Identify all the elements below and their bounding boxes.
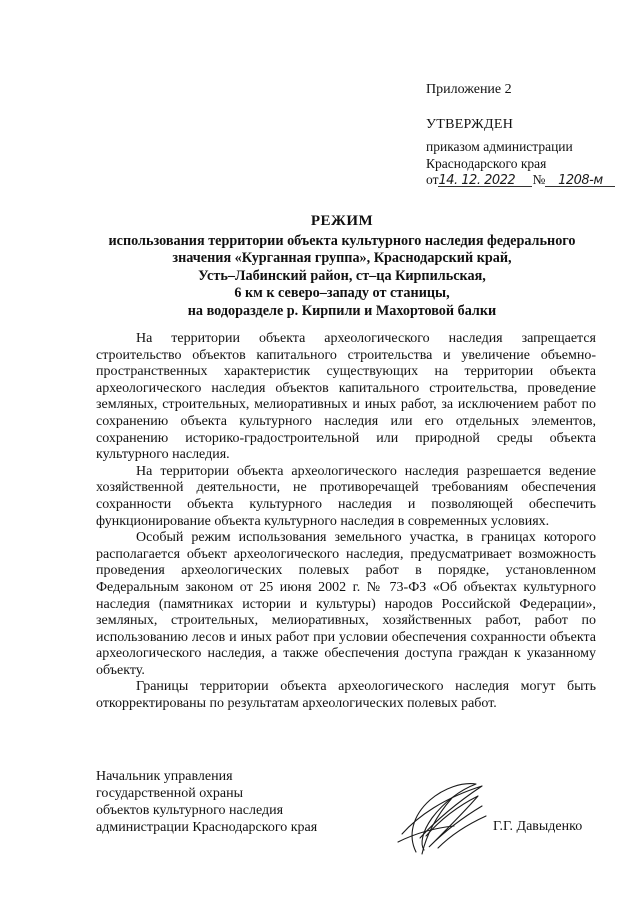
title-line: на водоразделе р. Кирпили и Махортовой балки <box>187 302 497 319</box>
handwritten-number: 1208-м <box>558 173 603 188</box>
title-line: использования территории объекта культурного наследия федерального <box>108 232 576 249</box>
order-date-number-line <box>426 172 626 189</box>
position-line: государственной охраны <box>96 785 244 801</box>
number-field <box>545 172 615 189</box>
title-line: 6 км к северо–западу от станицы, <box>234 285 450 302</box>
order-line-2: Краснодарского края <box>426 156 547 171</box>
paragraph-special-regime: Особый режим использования земельного участка, в границах которого располагается объект археологического наследия, предусматривает возможность проведения археологических полевых работ в порядке, установленном Федеральным законом от 25 июня 2002 г. № 73-ФЗ «Об объектах культурного наследия (памятниках истории и культуры) народов Российской Федерации», земляных, строительных, мелиоративных, хозяйственных работ, работ по использованию лесов и иных работ при условии обеспечения сохранности объекта археологического наследия, а также обеспечения доступа граждан к указанному объекту. <box>96 530 596 678</box>
order-line-1: приказом администрации <box>426 139 573 154</box>
paragraph-permissions: На территории объекта археологического наследия разрешается ведение хозяйственной деятельности, не противоречащей требованиям обеспечения сохранности объекта культурного наследия и позволяющей обеспечить функционирование объекта культурного наследия в современных условиях. <box>96 463 596 529</box>
document-body <box>96 331 596 713</box>
position-line: администрации Краснодарского края <box>96 819 318 835</box>
position-line: Начальник управления <box>96 769 233 784</box>
date-field <box>438 172 532 189</box>
title-line: значения «Курганная группа», Краснодарский край, <box>172 250 512 267</box>
title-heading: РЕЖИМ <box>310 213 374 229</box>
date-prefix: от <box>426 172 439 187</box>
handwritten-signature <box>378 776 492 856</box>
paragraph-boundaries: Границы территории объекта археологического наследия могут быть откорректированы по результатам археологических полевых работ. <box>96 679 596 712</box>
approved-label: УТВЕРЖДЕН <box>426 117 514 132</box>
signer-name: Г.Г. Давыденко <box>493 819 583 834</box>
position-line: объектов культурного наследия <box>96 802 284 818</box>
appendix-label: Приложение 2 <box>426 82 512 97</box>
paragraph-prohibitions: На территории объекта археологического наследия запрещается строительство объектов капитального строительства и увеличение объемно-пространственных характеристик существующих на территории объекта археологического наследия объектов капитального строительства, проведение земляных, строительных, мелиоративных и иных работ, за исключением работ по сохранению объекта культурного наследия или его отдельных элементов, сохранению историко-градостроительной или природной среды объекта культурного наследия. <box>96 331 596 463</box>
document-title <box>92 213 592 321</box>
signatory-position <box>96 769 317 837</box>
title-line: Усть–Лабинский район, ст–ца Кирпильская, <box>198 267 486 284</box>
handwritten-date: 14. 12. 2022 <box>438 173 516 188</box>
number-prefix: № <box>532 172 546 187</box>
